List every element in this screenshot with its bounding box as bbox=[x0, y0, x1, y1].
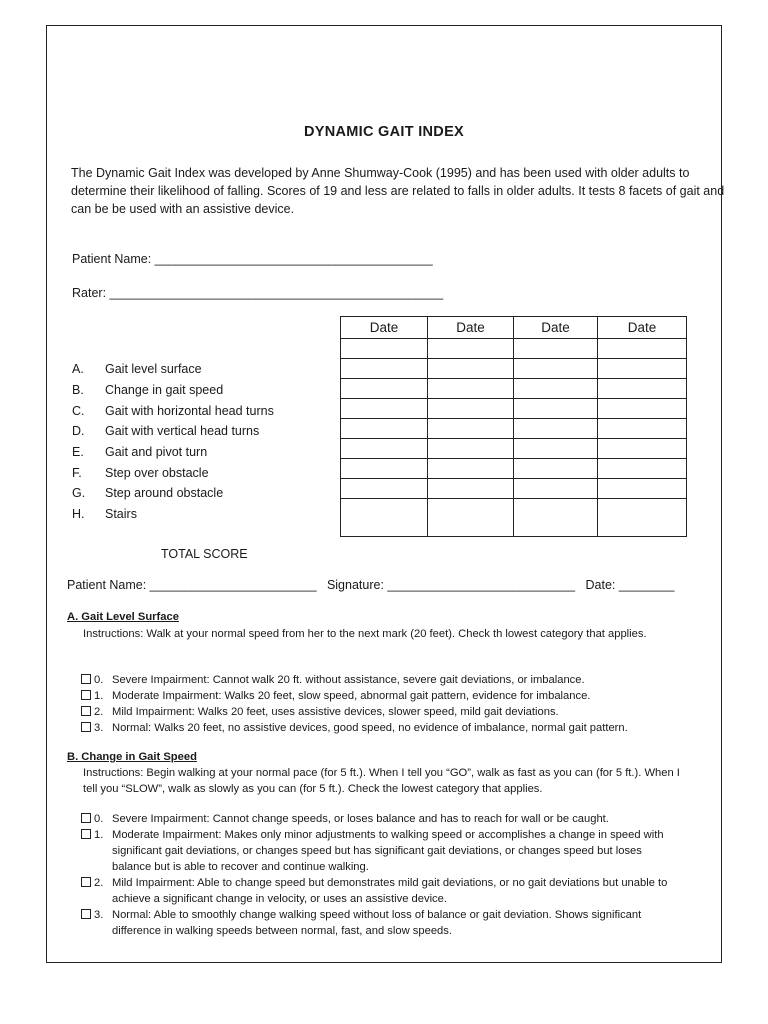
item-label: Stairs bbox=[105, 507, 137, 522]
checkbox[interactable] bbox=[81, 674, 91, 684]
total-score-cell[interactable] bbox=[598, 499, 687, 537]
option-text: Normal: Able to smoothly change walking speed without loss of balance or gait deviation. Shows significant difference in walking speeds between normal, fast, and slow speeds. bbox=[112, 909, 642, 937]
score-cell[interactable] bbox=[428, 419, 514, 439]
list-item bbox=[72, 400, 274, 421]
item-label: Gait with vertical head turns bbox=[105, 424, 260, 439]
item-label: Gait with horizontal head turns bbox=[105, 403, 274, 418]
date-header: Date bbox=[598, 317, 687, 339]
checkbox[interactable] bbox=[81, 813, 91, 823]
option-number: 3. bbox=[94, 722, 104, 734]
section-a-title: A. Gait Level Surface bbox=[67, 611, 179, 623]
score-cell[interactable] bbox=[514, 419, 598, 439]
score-cell[interactable] bbox=[341, 459, 428, 479]
checkbox[interactable] bbox=[81, 690, 91, 700]
page-title: DYNAMIC GAIT INDEX bbox=[303, 124, 465, 140]
list-item bbox=[72, 442, 274, 463]
section-b-options bbox=[81, 811, 681, 939]
score-cell[interactable] bbox=[598, 459, 687, 479]
option-text: Mild Impairment: Walks 20 feet, uses assistive devices, slower speed, mild gait deviations. bbox=[112, 706, 559, 718]
score-cell[interactable] bbox=[341, 339, 428, 359]
score-cell[interactable] bbox=[341, 439, 428, 459]
score-cell[interactable] bbox=[598, 359, 687, 379]
option-number: 0. bbox=[94, 813, 104, 825]
item-label: Gait and pivot turn bbox=[105, 445, 208, 460]
total-score-cell[interactable] bbox=[514, 499, 598, 537]
score-cell[interactable] bbox=[514, 479, 598, 499]
total-score-cell[interactable] bbox=[341, 499, 428, 537]
option-row bbox=[81, 907, 681, 939]
option-number: 0. bbox=[94, 674, 104, 686]
item-key: H. bbox=[72, 507, 85, 522]
score-grid bbox=[340, 316, 687, 537]
option-text: Moderate Impairment: Walks 20 feet, slow speed, abnormal gait pattern, evidence for imbalance. bbox=[112, 690, 591, 702]
score-cell[interactable] bbox=[428, 359, 514, 379]
item-key: F. bbox=[72, 465, 82, 480]
total-score-cell[interactable] bbox=[428, 499, 514, 537]
score-cell[interactable] bbox=[428, 459, 514, 479]
option-number: 2. bbox=[94, 706, 104, 718]
score-cell[interactable] bbox=[514, 379, 598, 399]
checkbox[interactable] bbox=[81, 909, 91, 919]
list-item bbox=[72, 359, 274, 380]
score-cell[interactable] bbox=[514, 459, 598, 479]
option-number: 1. bbox=[94, 829, 104, 841]
score-cell[interactable] bbox=[428, 399, 514, 419]
item-label: Gait level surface bbox=[105, 362, 202, 377]
option-text: Normal: Walks 20 feet, no assistive devices, good speed, no evidence of imbalance, normal gait pattern. bbox=[112, 722, 628, 734]
item-key: B. bbox=[72, 383, 84, 398]
score-cell[interactable] bbox=[598, 399, 687, 419]
option-number: 3. bbox=[94, 909, 104, 921]
list-item bbox=[72, 421, 274, 442]
date-header: Date bbox=[341, 317, 428, 339]
score-cell[interactable] bbox=[514, 339, 598, 359]
score-cell[interactable] bbox=[341, 359, 428, 379]
option-row bbox=[81, 875, 681, 907]
option-row bbox=[81, 672, 681, 688]
intro-paragraph: The Dynamic Gait Index was developed by Anne Shumway-Cook (1995) and has been used with older adults to determine their likelihood of falling. Scores of 19 and less are related to falls in older adults. It tests 8 facets of gait and can be be used with an assistive device. bbox=[71, 166, 725, 216]
checkbox[interactable] bbox=[81, 706, 91, 716]
list-item bbox=[72, 380, 274, 401]
checkbox[interactable] bbox=[81, 829, 91, 839]
score-cell[interactable] bbox=[598, 439, 687, 459]
list-item bbox=[72, 483, 274, 504]
score-cell[interactable] bbox=[341, 399, 428, 419]
list-item bbox=[72, 504, 274, 525]
gait-items-list bbox=[72, 359, 274, 525]
score-cell[interactable] bbox=[341, 379, 428, 399]
total-score-label: TOTAL SCORE bbox=[161, 547, 248, 561]
checkbox[interactable] bbox=[81, 722, 91, 732]
section-a-instructions: Instructions: Walk at your normal speed from her to the next mark (20 feet). Check th lowest category that applies. bbox=[83, 628, 647, 640]
score-cell[interactable] bbox=[514, 399, 598, 419]
score-cell[interactable] bbox=[598, 339, 687, 359]
score-cell[interactable] bbox=[514, 359, 598, 379]
score-cell[interactable] bbox=[428, 379, 514, 399]
score-cell[interactable] bbox=[514, 439, 598, 459]
option-text: Moderate Impairment: Makes only minor adjustments to walking speed or accomplishes a change in speed with significant gait deviations, or changes speed but has significant gait deviations, or changes speed but loses balance but is able to recover and continue walking. bbox=[112, 829, 664, 873]
score-cell[interactable] bbox=[598, 419, 687, 439]
signature-line[interactable]: Patient Name: ________________________ Signature: ___________________________ Date: ________ bbox=[67, 578, 675, 592]
item-key: C. bbox=[72, 403, 85, 418]
checkbox[interactable] bbox=[81, 877, 91, 887]
item-key: G. bbox=[72, 486, 86, 501]
option-row bbox=[81, 688, 681, 704]
option-number: 1. bbox=[94, 690, 104, 702]
score-cell[interactable] bbox=[598, 379, 687, 399]
section-b-instructions: Instructions: Begin walking at your normal pace (for 5 ft.). When I tell you “GO”, walk as fast as you can (for 5 ft.). When I tell you “SLOW”, walk as slowly as you can (for 5 ft.). Check the lowest category that applies. bbox=[83, 767, 680, 795]
item-key: A. bbox=[72, 362, 84, 377]
section-a-options bbox=[81, 672, 681, 736]
date-header: Date bbox=[428, 317, 514, 339]
list-item bbox=[72, 462, 274, 483]
date-header: Date bbox=[514, 317, 598, 339]
score-cell[interactable] bbox=[428, 339, 514, 359]
rater-field[interactable]: Rater: ________________________________________________ bbox=[72, 286, 444, 300]
item-label: Step over obstacle bbox=[105, 465, 209, 480]
score-cell[interactable] bbox=[341, 419, 428, 439]
option-row bbox=[81, 704, 681, 720]
score-cell[interactable] bbox=[598, 479, 687, 499]
option-row bbox=[81, 827, 681, 875]
option-text: Mild Impairment: Able to change speed but demonstrates mild gait deviations, or no gait deviations but unable to achieve a significant change in velocity, or uses an assistive device. bbox=[112, 877, 668, 905]
option-row bbox=[81, 811, 681, 827]
item-label: Change in gait speed bbox=[105, 383, 224, 398]
score-cell[interactable] bbox=[428, 439, 514, 459]
option-text: Severe Impairment: Cannot walk 20 ft. without assistance, severe gait deviations, or imbalance. bbox=[112, 674, 585, 686]
section-b-title: B. Change in Gait Speed bbox=[67, 751, 197, 763]
item-key: D. bbox=[72, 424, 85, 439]
patient-name-field[interactable]: Patient Name: ________________________________________ bbox=[72, 252, 433, 266]
score-cell[interactable] bbox=[341, 479, 428, 499]
score-cell[interactable] bbox=[428, 479, 514, 499]
option-text: Severe Impairment: Cannot change speeds, or loses balance and has to reach for wall or be caught. bbox=[112, 813, 609, 825]
item-label: Step around obstacle bbox=[105, 486, 224, 501]
option-row bbox=[81, 720, 681, 736]
item-key: E. bbox=[72, 445, 84, 460]
option-number: 2. bbox=[94, 877, 104, 889]
